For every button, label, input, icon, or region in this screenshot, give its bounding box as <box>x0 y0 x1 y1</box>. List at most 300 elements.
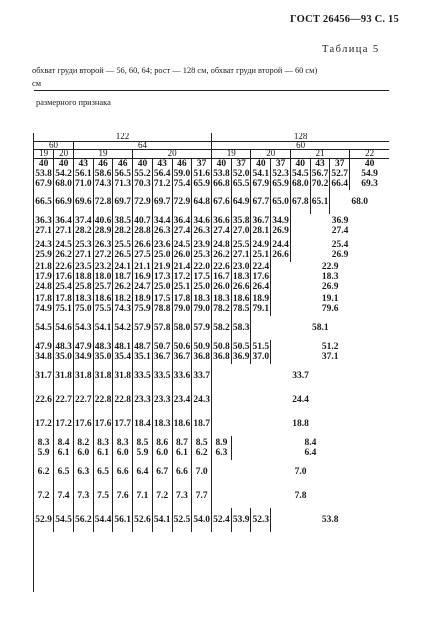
cell-value: 6.4 <box>136 466 149 477</box>
cell-value: 24.4 <box>272 239 289 250</box>
cell-value: 8.3 <box>37 437 50 448</box>
cell-value: 48.3 <box>94 341 112 352</box>
cell-value: 25.8 <box>74 281 92 292</box>
cell-value: 24.5 <box>173 239 191 250</box>
table-cell <box>152 238 172 262</box>
girth-header-row-cell: 20 <box>133 150 212 159</box>
cell-value: 8.6 <box>156 437 169 448</box>
cell-value: 57.8 <box>153 322 171 333</box>
table-cell <box>93 190 113 214</box>
table-cell <box>34 158 54 190</box>
cell-value: 25.1 <box>173 281 191 292</box>
cell-value: 27.1 <box>232 249 250 260</box>
cell-value: 35.0 <box>94 351 112 362</box>
cell-value: 27.4 <box>331 225 349 236</box>
table-row <box>34 262 389 292</box>
table-cell <box>54 412 74 436</box>
cell-value: 27.1 <box>35 225 52 236</box>
cell-value: 53.8 <box>321 514 339 525</box>
cell-value: 34.8 <box>35 351 52 362</box>
cell-value: 18.9 <box>252 293 270 304</box>
table-cell <box>192 190 212 214</box>
cell-value: 21.8 <box>35 261 52 272</box>
cell-value: 34.9 <box>272 215 289 226</box>
cell-value: 58.2 <box>213 322 230 333</box>
cell-value: 18.3 <box>193 293 210 304</box>
cell-value: 21.1 <box>134 261 151 272</box>
cell-value: 23.3 <box>134 394 151 405</box>
table-cell <box>152 262 172 292</box>
table-cell <box>113 158 133 190</box>
table-cell <box>172 340 192 364</box>
cell-value: 54.9 <box>361 169 378 179</box>
table-cell <box>212 412 390 436</box>
cell-value: 52.3 <box>252 514 270 525</box>
cell-value: 75.0 <box>74 303 92 314</box>
cell-value: 71.2 <box>153 179 171 189</box>
table-cell <box>192 214 212 238</box>
cell-value: 79.1 <box>252 303 270 314</box>
cell-value: 6.0 <box>116 447 129 458</box>
cell-value: 17.5 <box>193 271 210 282</box>
cell-value: 25.4 <box>55 281 72 292</box>
cell-value: 6.0 <box>156 447 169 458</box>
table-cell <box>73 262 93 292</box>
table-cell <box>271 190 291 214</box>
table-cell <box>73 388 93 412</box>
cell-value: 22.9 <box>321 261 339 272</box>
table-cell <box>113 292 133 316</box>
girth-header-row <box>34 150 389 159</box>
cell-value: 54.0 <box>193 514 210 525</box>
table-row <box>34 292 389 316</box>
cell-value: 31.8 <box>114 370 132 381</box>
cell-value: 64.8 <box>193 196 210 207</box>
table-cell <box>73 508 93 532</box>
cell-value: 53.8 <box>35 169 52 179</box>
cell-value: 37 <box>196 159 207 169</box>
cell-value: 57.9 <box>193 322 210 333</box>
cell-value: 8.9 <box>215 437 228 448</box>
cell-value: 74.9 <box>35 303 52 314</box>
girth-header-row-cell: 19 <box>73 150 132 159</box>
cell-value: 40 <box>216 159 227 169</box>
cell-value: 8.4 <box>57 437 70 448</box>
cell-value: 54.4 <box>94 514 112 525</box>
table-row <box>34 364 389 388</box>
table-row <box>34 388 389 412</box>
table-cell <box>34 214 54 238</box>
cell-value: 56.1 <box>114 514 132 525</box>
table-cell <box>73 460 93 484</box>
table-cell <box>172 388 192 412</box>
table-cell <box>192 388 212 412</box>
table-cell <box>93 412 113 436</box>
cell-value: 17.7 <box>114 418 132 429</box>
cell-value: 75.4 <box>173 179 191 189</box>
cell-value: 6.7 <box>156 466 169 477</box>
table-cell <box>133 316 153 340</box>
cell-value: 67.9 <box>35 179 52 189</box>
cell-value: 7.1 <box>136 490 149 501</box>
cell-value: 6.5 <box>97 466 109 477</box>
table-cell <box>34 484 54 508</box>
table-cell <box>271 158 291 190</box>
cell-value: 78.8 <box>153 303 171 314</box>
table-cell <box>133 412 153 436</box>
cell-value: 68.0 <box>291 179 309 189</box>
table-cell <box>192 364 212 388</box>
table-cell <box>93 508 113 532</box>
cell-value: 54.1 <box>94 322 112 333</box>
cell-value: 7.2 <box>37 490 50 501</box>
table-cell <box>54 484 74 508</box>
cell-value: 25.0 <box>193 281 210 292</box>
table-cell <box>251 190 271 214</box>
cell-value: 37 <box>334 159 345 169</box>
cell-value: 27.2 <box>94 249 112 260</box>
table-cell <box>54 190 74 214</box>
table-cell <box>152 340 172 364</box>
cell-value: 65.9 <box>193 179 210 189</box>
cell-value: 58.1 <box>311 322 329 333</box>
cell-value: 18.7 <box>193 418 210 429</box>
caption-rule <box>34 90 389 91</box>
table-row <box>34 190 389 214</box>
cell-value: 36.4 <box>173 215 191 226</box>
table-cell <box>152 436 172 460</box>
table-cell <box>133 460 153 484</box>
cell-value: 24.8 <box>35 281 52 292</box>
cell-value: 26.2 <box>213 249 230 260</box>
cell-value: 72.9 <box>134 196 151 207</box>
table-cell <box>231 316 251 340</box>
cell-value: 66.8 <box>213 179 230 189</box>
table-cell <box>54 436 74 460</box>
cell-value: 22.6 <box>35 394 52 405</box>
cell-value: 50.8 <box>213 341 230 352</box>
cell-value: 46 <box>177 159 187 169</box>
table-cell <box>93 158 113 190</box>
cell-value: 8.3 <box>116 437 129 448</box>
cell-value: 27.1 <box>74 249 92 260</box>
cell-value: 18.3 <box>321 271 339 282</box>
table-cell <box>93 388 113 412</box>
cell-value: 7.8 <box>294 490 307 501</box>
table-cell <box>231 436 389 460</box>
height-header-row <box>34 133 389 141</box>
cell-value: 6.5 <box>57 466 70 477</box>
table-cell <box>73 436 93 460</box>
cell-value: 78.2 <box>213 303 230 314</box>
table-cell <box>350 158 390 190</box>
table-cell <box>271 292 389 316</box>
cell-value: 17.6 <box>55 271 72 282</box>
cell-value: 21.9 <box>153 261 171 272</box>
cell-value: 24.3 <box>193 394 210 405</box>
cell-value: 22.0 <box>193 261 210 272</box>
cell-value: 17.2 <box>35 418 52 429</box>
cell-value: 51.6 <box>193 169 210 179</box>
table-cell <box>113 316 133 340</box>
table-cell <box>192 460 212 484</box>
chest-header-row-cell: 60 <box>34 141 73 150</box>
table-cell <box>93 484 113 508</box>
table-cell <box>192 158 212 190</box>
table-cell <box>212 340 232 364</box>
cell-value: 6.2 <box>195 447 208 458</box>
table-cell <box>113 508 133 532</box>
table-cell <box>231 158 251 190</box>
table-cell <box>73 484 93 508</box>
cell-value: 74.3 <box>94 179 112 189</box>
table-cell <box>152 158 172 190</box>
cell-value: 40 <box>256 159 266 169</box>
cell-value: 36.8 <box>213 351 230 362</box>
cell-value: 18.6 <box>232 293 250 304</box>
cell-value: 25.4 <box>331 239 349 250</box>
cell-value: 71.3 <box>114 179 132 189</box>
cell-value: 58.0 <box>173 322 191 333</box>
table-cell <box>73 316 93 340</box>
cell-value: 50.6 <box>173 341 191 352</box>
table-cell <box>251 316 389 340</box>
cell-value: 56.4 <box>153 169 171 179</box>
cell-value: 7.3 <box>175 490 188 501</box>
table-cell <box>113 412 133 436</box>
height-header-row-cell: 122 <box>34 133 212 141</box>
cell-value: 79.0 <box>193 303 210 314</box>
cell-value: 17.5 <box>153 293 171 304</box>
table-cell <box>73 190 93 214</box>
table-cell <box>133 484 153 508</box>
chest-header-row-cell: 60 <box>212 141 390 150</box>
cell-value: 27.5 <box>134 249 151 260</box>
cell-value: 18.3 <box>213 293 230 304</box>
cell-value: 35.1 <box>134 351 151 362</box>
table-cell <box>192 412 212 436</box>
cell-value: 65.1 <box>311 196 329 207</box>
standard-header: ГОСТ 26456—93 С. 15 <box>290 14 399 25</box>
chest-header-row-cell: 64 <box>73 141 211 150</box>
cell-value: 67.7 <box>252 196 270 207</box>
cell-value: 18.4 <box>134 418 151 429</box>
table-cell <box>330 190 389 214</box>
table-cell <box>93 436 113 460</box>
table-row <box>34 158 389 190</box>
table-cell <box>113 214 133 238</box>
cell-value: 31.8 <box>74 370 92 381</box>
table-row <box>34 436 389 460</box>
table-cell <box>152 412 172 436</box>
cell-value: 6.6 <box>175 466 188 477</box>
cell-value: 50.5 <box>232 341 250 352</box>
cell-value: 23.5 <box>74 261 92 272</box>
cell-value: 25.5 <box>114 239 132 250</box>
cell-value: 8.5 <box>136 437 149 448</box>
cell-value: 19.1 <box>321 293 339 304</box>
chest-header-row <box>34 141 389 150</box>
cell-value: 26.6 <box>272 249 289 260</box>
cell-value: 28.1 <box>252 225 270 236</box>
table-cell <box>54 316 74 340</box>
table-cell <box>271 508 389 532</box>
cell-value: 69.3 <box>361 179 378 189</box>
cell-value: 8.5 <box>195 437 208 448</box>
cell-value: 5.9 <box>37 447 50 458</box>
table-cell <box>271 214 291 238</box>
cell-value: 27.1 <box>55 225 72 236</box>
cell-value: 7.6 <box>116 490 129 501</box>
cell-value: 17.8 <box>35 293 52 304</box>
cell-value: 36.9 <box>331 215 349 226</box>
table-cell <box>133 364 153 388</box>
cell-value: 54.6 <box>55 322 72 333</box>
cell-value: 37.0 <box>252 351 270 362</box>
table-cell <box>113 262 133 292</box>
cell-value: 18.3 <box>74 293 92 304</box>
cell-value: 23.3 <box>153 394 171 405</box>
cell-value: 40 <box>364 159 375 169</box>
cell-value: 27.4 <box>173 225 191 236</box>
cell-value: 52.0 <box>232 169 250 179</box>
cell-value: 24.4 <box>292 394 309 405</box>
table-cell <box>93 238 113 262</box>
table-cell <box>54 292 74 316</box>
cell-value: 31.8 <box>55 370 72 381</box>
cell-value: 68.0 <box>55 179 72 189</box>
table-cell <box>212 238 232 262</box>
cell-value: 53.9 <box>232 514 250 525</box>
table-cell <box>172 292 192 316</box>
cell-value: 27.0 <box>232 225 250 236</box>
measurements-table <box>34 133 389 532</box>
cell-value: 40 <box>137 159 148 169</box>
cell-value: 27.4 <box>213 225 230 236</box>
table-cell <box>133 436 153 460</box>
cell-value: 69.7 <box>114 196 132 207</box>
table-cell <box>251 508 271 532</box>
table-cell <box>172 460 192 484</box>
cell-value: 24.3 <box>35 239 52 250</box>
table-cell <box>113 460 133 484</box>
table-cell <box>93 214 113 238</box>
girth-header-row-cell: 20 <box>251 150 290 159</box>
table-cell <box>34 508 54 532</box>
cell-value: 6.1 <box>175 447 188 458</box>
table-cell <box>152 214 172 238</box>
cell-value: 6.4 <box>304 447 317 458</box>
table-cell <box>212 316 232 340</box>
cell-value: 22.4 <box>252 261 270 272</box>
cell-value: 24.9 <box>252 239 270 250</box>
cell-value: 8.2 <box>77 437 90 448</box>
cell-value: 52.5 <box>173 514 191 525</box>
table-cell <box>34 190 54 214</box>
table-cell <box>212 460 390 484</box>
cell-value: 22.8 <box>94 394 112 405</box>
cell-value: 24.1 <box>114 261 132 272</box>
table-cell <box>34 388 54 412</box>
table-cell <box>54 388 74 412</box>
table-cell <box>172 364 192 388</box>
cell-value: 23.2 <box>94 261 112 272</box>
girth-header-row-cell: 20 <box>54 150 74 159</box>
cell-value: 22.6 <box>55 261 72 272</box>
table-cell <box>231 292 251 316</box>
cell-value: 17.3 <box>153 271 171 282</box>
cell-value: 17.6 <box>252 271 270 282</box>
table-row <box>34 508 389 532</box>
girth-header-row-cell: 19 <box>34 150 54 159</box>
cell-value: 40.6 <box>94 215 112 226</box>
table-cell <box>34 412 54 436</box>
cell-value: 23.4 <box>173 394 191 405</box>
cell-value: 25.1 <box>252 249 270 260</box>
table-row <box>34 214 389 238</box>
cell-value: 56.1 <box>74 169 92 179</box>
table-cell <box>73 364 93 388</box>
table-cell <box>73 412 93 436</box>
cell-value: 36.9 <box>232 351 250 362</box>
table-label: Таблица 5 <box>322 44 380 55</box>
cell-value: 23.6 <box>153 239 171 250</box>
table-cell <box>310 190 330 214</box>
table-caption-unit: см <box>32 79 42 88</box>
table-cell <box>172 238 192 262</box>
cell-value: 37.4 <box>74 215 92 226</box>
cell-value: 36.4 <box>55 215 72 226</box>
cell-value: 71.0 <box>74 179 92 189</box>
table-cell <box>310 158 330 190</box>
cell-value: 23.0 <box>232 261 250 272</box>
table-cell <box>54 214 74 238</box>
cell-value: 67.6 <box>213 196 230 207</box>
table-cell <box>290 158 310 190</box>
cell-value: 33.7 <box>193 370 210 381</box>
table-cell <box>133 158 153 190</box>
cell-value: 33.7 <box>292 370 309 381</box>
cell-value: 6.1 <box>57 447 70 458</box>
table-cell <box>113 436 133 460</box>
cell-value: 54.5 <box>291 169 309 179</box>
table-cell <box>212 262 232 292</box>
table-cell <box>133 190 153 214</box>
cell-value: 7.4 <box>57 490 70 501</box>
table-cell <box>152 292 172 316</box>
girth-header-row-cell: 22 <box>350 150 390 159</box>
table-cell <box>93 364 113 388</box>
cell-value: 26.0 <box>173 249 191 260</box>
table-cell <box>34 238 54 262</box>
cell-value: 18.2 <box>114 293 132 304</box>
table-cell <box>152 190 172 214</box>
girth-header-row-cell: 19 <box>212 150 251 159</box>
cell-value: 66.5 <box>35 196 52 207</box>
cell-value: 22.7 <box>74 394 92 405</box>
cell-value: 6.2 <box>37 466 50 477</box>
cell-value: 25.9 <box>35 249 52 260</box>
table-cell <box>133 292 153 316</box>
table-cell <box>212 292 232 316</box>
table-cell <box>152 484 172 508</box>
cell-value: 25.3 <box>74 239 92 250</box>
cell-value: 26.2 <box>114 281 132 292</box>
cell-value: 58.6 <box>94 169 112 179</box>
cell-value: 53.8 <box>213 169 230 179</box>
table-cell <box>212 484 390 508</box>
table-cell <box>251 292 271 316</box>
